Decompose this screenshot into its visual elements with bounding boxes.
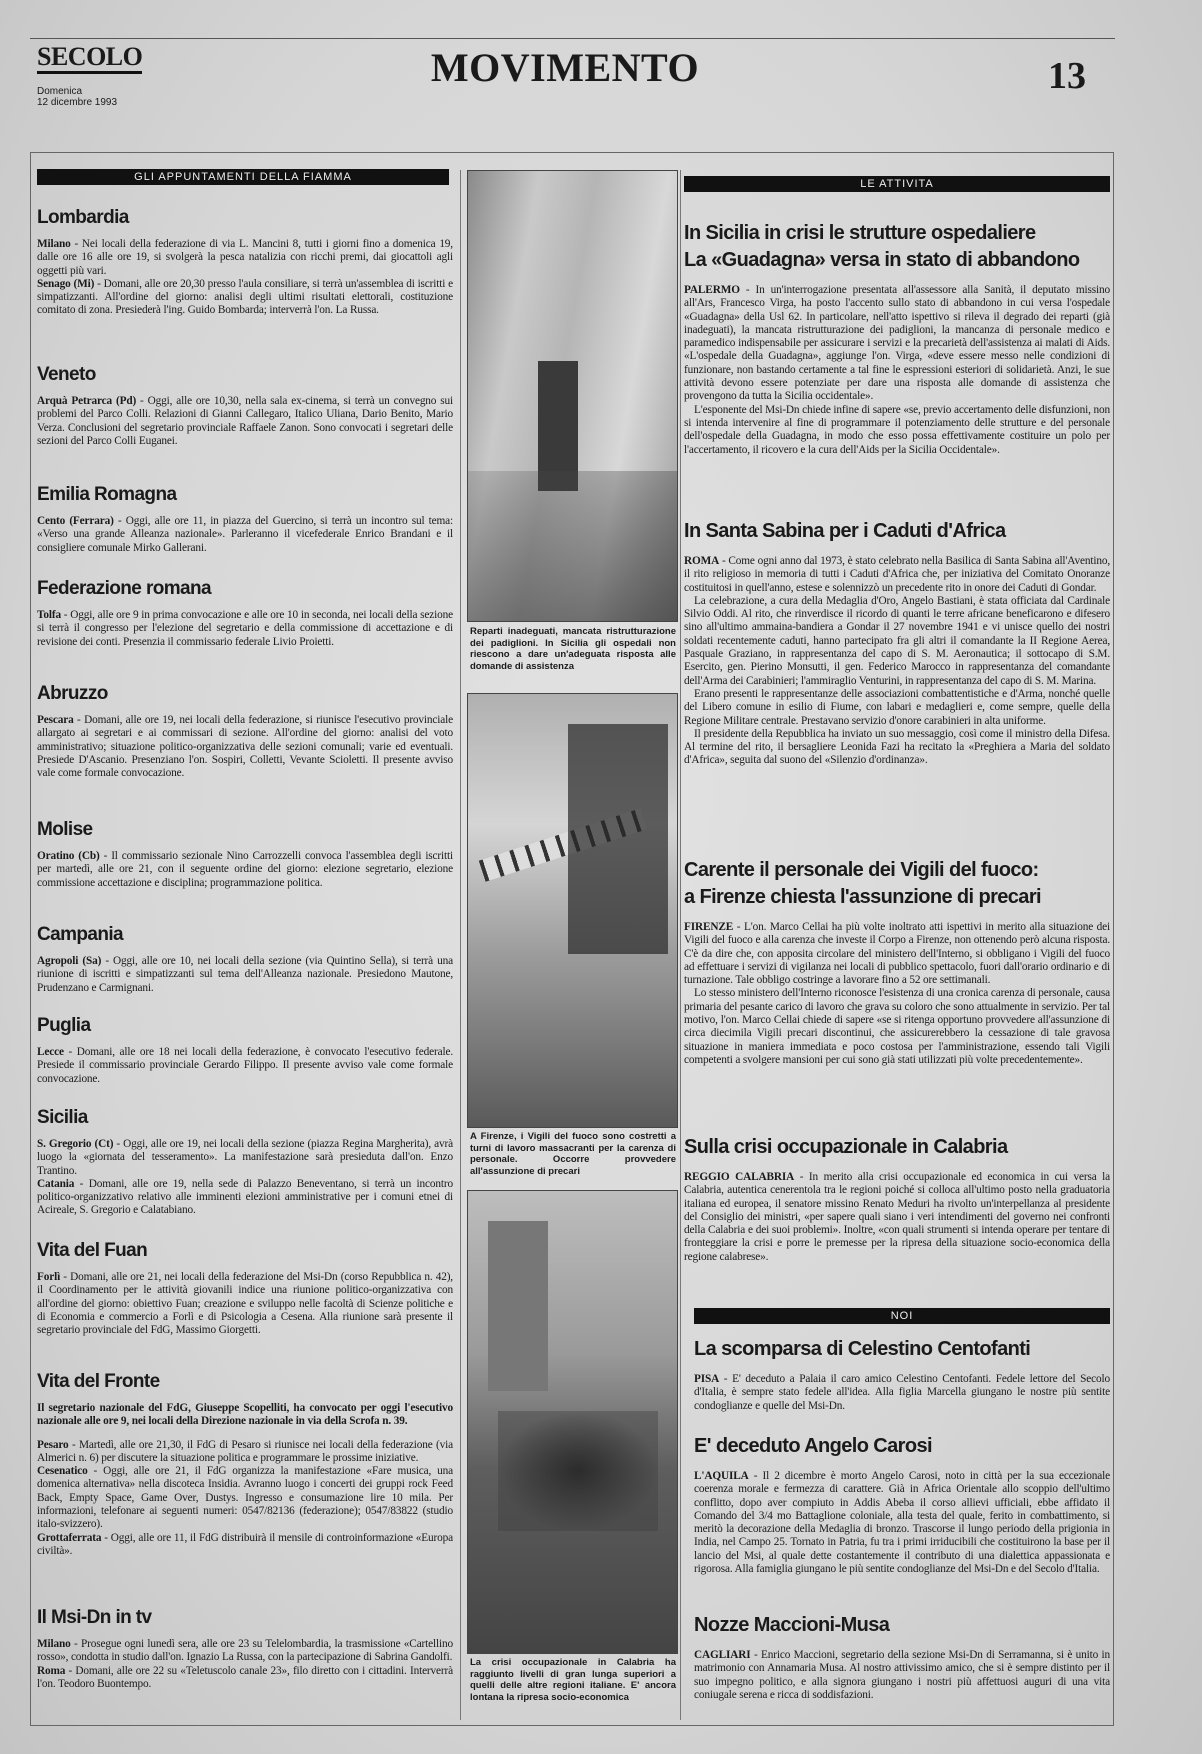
- listing-body: [37, 1138, 453, 1218]
- listing-place: Oratino (Cb): [37, 850, 100, 862]
- rubble-shape: [468, 471, 677, 621]
- article-paragraph: PALERMO - In un'interrogazione presentata all'assessore alla Sanità, il deputato missino all'Ars, Francesco Virga, ha posto l'accento sullo stato di abbandono in cui versa l'ospedale «Guadagna» della Usl 62. In particolare, nell'atto ispettivo si rileva il degrado dei reparti (già inadeguati), la mancata ristrutturazione dei padiglioni, la mancanza di personale medico e paramedico indispensabile per assicurare i servizi e la precarietà dell'assistenza ai malati di Aids. «L'ospedale della Guadagna», aggiunge l'on. Virga, «deve essere messo nelle condizioni di funzionare, non bastando certamente a tal fine le espressioni esteriori di solidarietà. Anzi, le sue attività devono essere potenziate per dare una risposta alle domande di assistenza che provengono da tutta la Sicilia occidentale».: [684, 284, 1110, 403]
- paragraph-text: L'esponente del Msi-Dn chiede infine di sapere «se, previo accertamento delle disfunzioni, non si intenda intervenire al fine di programmare il potenziamento delle strutture e del personale dell'ospedale della Guadagna, in modo che esso possa effettivamente costituire un polo per l'accertamento, il ricovero e la cura dell'Aids per la Sicilia Occidentale».: [684, 403, 1110, 456]
- listing-item: Agropoli (Sa) - Oggi, alle ore 10, nei locali della sezione (via Quintino Sella), si terrà una riunione di iscritti e simpatizzanti sul tema dell'Alleanza nazionale. Presiedono Mautone, Prudenzano e Carmignani.: [37, 955, 453, 994]
- photo-caption: La crisi occupazionale in Calabria ha raggiunto livelli di gran lunga superiori a quelli delle altre regioni italiane. E' ancora lontana la ripresa socio-economica: [470, 1657, 676, 1703]
- listing-item: Cesenatico - Oggi, alle ore 21, il FdG organizza la manifestazione «Fare musica, una domenica alternativa» nella discoteca Insidia. Avranno luogo i concerti dei gruppi rock Feed Back, Empty Space, Game Over, Dustys. Ingresso e consumazione lire 10 mila. Per informazioni, telefonare ai seguenti numeri: 0547/82136 (federazione); 0547/83822 (studio italo-svizzero).: [37, 1465, 454, 1531]
- listing-section: [37, 207, 453, 318]
- header-rule: [30, 38, 1115, 39]
- issue-date-text: 12 dicembre 1993: [37, 97, 118, 108]
- listing-section: [37, 364, 453, 448]
- listing-text: Nei locali della federazione di via L. Mancini 8, tutti i giorni fino a domenica 19, dalle ore 16 alle ore 19, si svolgerà la pesca natalizia con ricchi premi, dai giocattoli agli oggetti più vari.: [37, 238, 453, 277]
- listing-place: Agropoli (Sa): [37, 955, 102, 967]
- article-body: [684, 284, 1110, 457]
- listing-place: Grottaferrata: [37, 1531, 102, 1544]
- listing-item: Grottaferrata - Oggi, alle ore 11, il FdG distribuirà il mensile di controinformazione «Europa civiltà».: [37, 1531, 454, 1557]
- listing-body: [37, 1046, 453, 1086]
- listing-text: Domani, alle ore 22 su «Teletuscolo canale 23», filo diretto con i cittadini. Interverrà l'on. Teodoro Buontempo.: [37, 1664, 453, 1690]
- region-heading: Federazione romana: [37, 578, 211, 599]
- dateline: FIRENZE: [684, 921, 734, 933]
- listing-body: [37, 609, 453, 649]
- article-body: [684, 921, 1110, 1067]
- article-headline: [694, 1612, 1110, 1639]
- region-heading: Molise: [37, 819, 93, 840]
- listing-place: Cesenatico: [37, 1465, 88, 1478]
- calabria-photo: [467, 1190, 678, 1654]
- headline-line: Nozze Maccioni-Musa: [694, 1614, 890, 1636]
- paragraph-text: Il 2 dicembre è morto Angelo Carosi, noto in città per la sua eccezionale coerenza morale e fermezza di carattere. Già in Africa Orientale allo scoppio dell'ultimo conflitto, dopo aver compiuto in Addis Abeba il corso allievi ufficiali, ebbe affidato il Comando del 3/4 mo Battaglione coloniale, alla testa del quale, ferito in combattimento, si meritò la decorazione della Medaglia di bronzo. Trascorse il lungo periodo della prigionia in India, nel Campo 25. Tornato in Patria, fu tra i primi irriducibili che costituirono la base per il lancio del Msi, al quale dette costantemente il contributo di una dialettica appassionata e rigorosa. Alla famiglia giungano le più sentite condoglianze del Msi-Dn e del Secolo d'Italia.: [694, 1470, 1110, 1576]
- listing-place: Tolfa: [37, 609, 61, 621]
- listing-item: Tolfa - Oggi, alle ore 9 in prima convocazione e alle ore 10 in seconda, nei locali della sezione si terrà il congresso per l'elezione del segretario e della commissione di accettazione e di revisione dei conti. Presenzia il commissario federale Livio Proietti.: [37, 609, 453, 648]
- paragraph-text: La celebrazione, a cura della Medaglia d'Oro, Angelo Bastiani, è stata officiata dal Cardinale Silvio Oddi. Al rito, che rinverdisce il ricordo di quanti le terre africane beneficarono e difesero sino all'ultimo ammaina-bandiera a Gondar il 27 novembre 1941 e vi unisce quello dei nostri soldati recentemente caduti, hanno partecipato fra gli altri il comandante la II Regione Aerea, Pasquale Graziano, in rappresentanza del capo di S. M. Aeronautica; il sottocapo di S.M. Esercito, gen. Pierino Monsutti, il gen. Federico Marocco in rappresentanza del comandante dell'Arma dei Carabinieri; l'ammiraglio Venturini, in rappresentanza del capo di S. M. Marina.: [684, 594, 1110, 687]
- headline-line: La scomparsa di Celestino Centofanti: [694, 1338, 1031, 1360]
- headline-line: a Firenze chiesta l'assunzione di precari: [684, 886, 1041, 908]
- listing-text: Domani, alle ore 18 nei locali della federazione, è convocato l'esecutivo federale. Presiede il commissario provinciale Gerardo Filippo. Il presente avviso vale come formale convocazione.: [37, 1046, 453, 1085]
- listing-place: Milano: [37, 1638, 71, 1650]
- listing-item: Lecce - Domani, alle ore 18 nei locali della federazione, è convocato l'esecutivo federale. Presiede il commissario provinciale Gerardo Filippo. Il presente avviso vale come formale convocazione.: [37, 1046, 453, 1085]
- listing-place: S. Gregorio (Ct): [37, 1138, 114, 1150]
- article: [684, 857, 1110, 1067]
- listing-place: Milano: [37, 238, 71, 250]
- article-headline: [694, 1336, 1110, 1363]
- listing-text: Oggi, alle ore 19, nei locali della sezione (piazza Regina Margherita), avrà luogo la «giornata del tesseramento». La manifestazione sarà presieduta dall'on. Enzo Trantino.: [37, 1138, 453, 1177]
- paragraph-text: In merito alla crisi occupazionale ed economica in cui versa la Calabria, autentica cenerentola tra le regioni poiché si colloca all'ultimo posto nella graduatoria italiana ed europea, il senatore missino Renato Meduri ha rivolto un'interpellanza al presidente del Consiglio dei ministri, «per sapere quali siano i veri intendimenti del governo nei confronti della Calabria e dei suoi problemi». Inoltre, «con quali strumenti si intenda operare per tentare di fronteggiare la crisi e porre le premesse per la ripresa della situazione socio-economica della regione calabrese».: [684, 1171, 1110, 1263]
- listing-place: Lecce: [37, 1046, 64, 1058]
- listing-place: Forlì: [37, 1271, 61, 1283]
- firefighters-photo: [467, 693, 678, 1128]
- article: [694, 1433, 1110, 1576]
- article-body: [694, 1649, 1110, 1702]
- listing-place: Senago (Mi): [37, 277, 95, 290]
- article-paragraph: [684, 688, 1110, 728]
- article: [684, 1134, 1110, 1264]
- listing-body: [37, 395, 453, 448]
- listing-body: [37, 1638, 453, 1691]
- column-rule: [460, 170, 461, 1720]
- listing-section: [37, 1107, 453, 1218]
- page-number: 13: [1048, 55, 1086, 97]
- listing-text: Domani, alle ore 19, nei locali della federazione, si riunisce l'esecutivo provinciale allargato ai segretari e ai commissari di sezione. All'ordine del giorno: analisi del voto amministrativo; situazione politico-organizzativa delle sezioni comunali; varie ed eventuali. Presiede D'Ascanio. Presenziano l'on. Sospiri, Colletti, Vevante Scioletti. Il presente avviso vale come formale convocazione.: [37, 714, 453, 780]
- listing-section: [37, 1015, 453, 1086]
- region-heading: Vita del Fuan: [37, 1240, 148, 1261]
- listing-text: Oggi, alle ore 11, in piazza del Guercino, si terrà un incontro sul tema: «Verso una grande Alleanza nazionale». Parleranno il vicefederale Enrico Brandani e il consigliere comunale Mirko Gallerani.: [37, 515, 453, 554]
- people-shape: [498, 1411, 658, 1531]
- paragraph-text: E' deceduto a Palaia il caro amico Celestino Centofanti. Fedele lettore del Secolo d'Italia, è sempre stato fedele all'idea. Alla figlia Marcella giungano le nostre più sentite condoglianze e quelle del Msi-Dn.: [694, 1373, 1111, 1412]
- article-body: [694, 1373, 1110, 1413]
- dateline: REGGIO CALABRIA: [684, 1171, 795, 1183]
- region-heading: Sicilia: [37, 1107, 88, 1128]
- listing-text: Oggi, alle ore 11, il FdG distribuirà il mensile di controinformazione «Europa civiltà».: [37, 1531, 454, 1557]
- dateline: CAGLIARI: [694, 1649, 751, 1661]
- listing-section: [37, 683, 453, 780]
- article-headline: [684, 857, 1110, 911]
- listing-text: Domani, alle ore 21, nei locali della federazione del Msi-Dn (corso Repubblica n. 42), il Coordinamento per le attività giovanili indice una riunione politico-organizzativa con all'ordine del giorno: obiettivo Fuan; creazione e sviluppo nelle facoltà di Scienze politiche e di Economia e commercio a Forlì e di Psicologia a Cesena. Alla riunione sarà presente il segretario provinciale del FdG, Massimo Giorgetti.: [37, 1271, 453, 1337]
- listing-item: Oratino (Cb) - Il commissario sezionale Nino Carrozzelli convoca l'assemblea degli iscritti per martedì, alle ore 21, con il seguente ordine del giorno: elezione segretario, elezione commissione accettazione e disciplina; programmazione politica.: [37, 850, 453, 889]
- listing-text: Oggi, alle ore 10,30, nella sala ex-cinema, si terrà un convegno sui problemi del Parco Colli. Relazioni di Gianni Callegaro, Italico Uliana, Dario Benito, Mario Verza. Conclusioni del segretario provinciale Raffaele Zanon. Sono convocati i segretari delle sezioni del Parco Colli Euganei.: [37, 395, 454, 447]
- attivita-bar: LE ATTIVITA: [684, 176, 1110, 192]
- region-heading: Vita del Fronte: [37, 1371, 160, 1392]
- region-heading: Veneto: [37, 364, 96, 385]
- article-paragraph: L'AQUILA - Il 2 dicembre è morto Angelo Carosi, noto in città per la sua eccezionale coerenza morale e fermezza di carattere. Già in Africa Orientale allo scoppio dell'ultimo conflitto, dopo aver compiuto in Addis Abeba il corso allievi ufficiali, ebbe affidato il Comando del 3/4 mo Battaglione coloniale, alla testa del quale, ferito in combattimento, si meritò la decorazione della Medaglia di bronzo. Trascorse il lungo periodo della prigionia in India, nel Campo 25. Tornato in Patria, fu tra i primi irriducibili che costituirono la base per il lancio del Msi, al quale dette costantemente il contributo di una dialettica appassionata e rigorosa. Alla famiglia giungano le più sentite condoglianze del Msi-Dn e del Secolo d'Italia.: [694, 1470, 1110, 1576]
- article-paragraph: [684, 987, 1110, 1067]
- listing-body: [37, 238, 453, 318]
- listing-section: [37, 484, 453, 555]
- noi-bar: NOI: [694, 1308, 1110, 1324]
- article-body: [694, 1470, 1110, 1576]
- lead-paragraph: Il segretario nazionale del FdG, Giuseppe Scopelliti, ha convocato per oggi l'esecutivo nazionale alle ore 9, nei locali della Direzione nazionale in via della Scrofa n. 39.: [37, 1402, 453, 1428]
- listing-place: Roma: [37, 1664, 66, 1677]
- listing-place: Cento (Ferrara): [37, 515, 114, 527]
- column-rule: [680, 170, 681, 1720]
- listing-item: Milano - Prosegue ogni lunedì sera, alle ore 23 su Telelombardia, la trasmissione «Cartellino rosso», condotta in studio dall'on. Ignazio La Russa, con la partecipazione di Sabrina Gandolfi.: [37, 1638, 453, 1664]
- paragraph-text: In un'interrogazione presentata all'assessore alla Sanità, il deputato missino all'Ars, Francesco Virga, ha posto l'accento sullo stato di abbandono in cui versa l'ospedale «Guadagna» della Usl 62. In particolare, nell'atto ispettivo si rileva il degrado dei reparti (già inadeguati), la mancata ristrutturazione dei padiglioni, la mancanza di personale medico e paramedico indispensabile per assicurare i servizi e la precarietà dell'assistenza ai malati di Aids. «L'ospedale della Guadagna», aggiunge l'on. Virga, «deve essere messo nelle condizioni di funzionare, non bastando certamente a tal fine le espressioni esteriori di solidarietà. Anzi, le sue attività devono essere potenziate per dare una risposta alle domande di assistenza che provengono da tutta la Sicilia occidentale».: [684, 284, 1110, 403]
- article-paragraph: PISA - E' deceduto a Palaia il caro amico Celestino Centofanti. Fedele lettore del Secolo d'Italia, è sempre stato fedele all'idea. Alla figlia Marcella giungano le nostre più sentite condoglianze e quelle del Msi-Dn.: [694, 1373, 1111, 1412]
- dateline: ROMA: [684, 555, 720, 567]
- listing-body: [37, 714, 453, 780]
- dateline: PISA: [694, 1373, 720, 1385]
- listing-item: Forlì - Domani, alle ore 21, nei locali della federazione del Msi-Dn (corso Repubblica n. 42), il Coordinamento per le attività giovanili indice una riunione politico-organizzativa con all'ordine del giorno: obiettivo Fuan; creazione e sviluppo nelle facoltà di Scienze politiche e di Economia e commercio a Forlì e di Psicologia a Cesena. Alla riunione sarà presente il segretario provinciale del FdG, Massimo Giorgetti.: [37, 1271, 453, 1337]
- region-heading: Puglia: [37, 1015, 91, 1036]
- dateline: PALERMO: [684, 284, 740, 296]
- headline-line: In Santa Sabina per i Caduti d'Africa: [684, 520, 1006, 542]
- article: [694, 1612, 1110, 1702]
- article-paragraph: REGGIO CALABRIA - In merito alla crisi occupazionale ed economica in cui versa la Calabria, autentica cenerentola tra le regioni poiché si colloca all'ultimo posto nella graduatoria italiana ed europea, il senatore missino Renato Meduri ha rivolto un'interpellanza al presidente del Consiglio dei ministri, «per sapere quali siano i veri intendimenti del governo nei confronti della Calabria e dei suoi problemi». Inoltre, «con quali strumenti si intenda operare per tentare di fronteggiare la crisi e porre le premesse per la ripresa della situazione socio-economica della regione calabrese».: [684, 1171, 1110, 1263]
- region-heading: Lombardia: [37, 207, 129, 228]
- article-headline: [684, 220, 1110, 274]
- region-heading: Emilia Romagna: [37, 484, 177, 505]
- listing-text: Prosegue ogni lunedì sera, alle ore 23 su Telelombardia, la trasmissione «Cartellino rosso», condotta in studio dall'on. Ignazio La Russa, con la partecipazione di Sabrina Gandolfi.: [37, 1638, 453, 1664]
- listing-place: Arquà Petrarca (Pd): [37, 395, 137, 407]
- listing-body: [37, 955, 453, 995]
- paragraph-text: Erano presenti le rappresentanze delle associazioni combattentistiche e d'Arma, nonché quelle del Libero comune in esilio di Fiume, con labari e medaglieri e, come sempre, quelle della Regione Militare centrale. Prestavano servizio d'onore carabinieri in alta uniforme.: [684, 687, 1110, 727]
- article-headline: [694, 1433, 1110, 1460]
- listing-place: Pesaro: [37, 1438, 69, 1451]
- headline-line: E' deceduto Angelo Carosi: [694, 1435, 932, 1457]
- paragraph-text: Enrico Maccioni, segretario della sezione Msi-Dn di Serramanna, si è unito in matrimonio con Annamaria Musa. Al nostro attivissimo amico, che si è sempre distinto per il suo impegno politico, e alla signora giungano i nostri più affettuosi auguri di una vita coniugale serena e ricca di soddisfazioni.: [694, 1649, 1110, 1701]
- article-body: [684, 1171, 1110, 1264]
- listing-text: Martedì, alle ore 21,30, il FdG di Pesaro si riunisce nei locali della federazione (via Almerici n. 6) per discutere la situazione politica e programmare le prossime iniziative.: [37, 1438, 453, 1464]
- listing-item: Pescara - Domani, alle ore 19, nei locali della federazione, si riunisce l'esecutivo provinciale allargato ai segretari e ai commissari di sezione. All'ordine del giorno: analisi del voto amministrativo; situazione politico-organizzativa delle sezioni comunali; varie ed eventuali. Presiede D'Ascanio. Presenziano l'on. Sospiri, Colletti, Vevante Scioletti. Il presente avviso vale come formale convocazione.: [37, 714, 453, 780]
- listing-body: [37, 515, 453, 555]
- article-paragraph: [684, 595, 1110, 688]
- firefighter-shape: [568, 724, 668, 954]
- listing-body: [37, 850, 453, 890]
- listing-item: Cento (Ferrara) - Oggi, alle ore 11, in piazza del Guercino, si terrà un incontro sul tema: «Verso una grande Alleanza nazionale». Parleranno il vicefederale Enrico Brandani e il consigliere comunale Mirko Gallerani.: [37, 515, 453, 554]
- listing-section: [37, 819, 453, 890]
- headline-line: Carente il personale dei Vigili del fuoco:: [684, 859, 1039, 881]
- newspaper-logo: SECOLO: [37, 44, 142, 74]
- paragraph-text: Il presidente della Repubblica ha inviato un suo messaggio, così come il ministro della Difesa. Al termine del rito, il bersagliere Leonida Fazi ha recitato la «Preghiera a Maria del soldato d'Africa», seguita dal suono del «Silenzio d'ordinanza».: [684, 727, 1110, 767]
- article: [694, 1336, 1110, 1413]
- paragraph-text: Lo stesso ministero dell'Interno riconosce l'esistenza di una cronica carenza di personale, causa primaria del pesante carico di lavoro che grava su coloro che sono attualmente in servizio. Per tal motivo, l'on. Marco Cellai chiede di sapere «se si ritenga opportuno provvedere all'assunzione di circa diecimila Vigili precari discontinui, che assicurerebbero la cessazione di tale gravosa situazione in maniera immediata e poco costosa per l'amministrazione, essendo tali Vigili competenti a svolgere mansioni per cui sono già stati utilizzati più volte precedentemente».: [684, 987, 1110, 1066]
- hospital-photo: [467, 170, 678, 622]
- listing-text: Oggi, alle ore 9 in prima convocazione e alle ore 10 in seconda, nei locali della sezione si terrà il congresso per l'elezione del segretario e della commissione di accettazione e di revisione dei conti. Presenzia il commissario federale Livio Proietti.: [37, 609, 453, 648]
- listing-section: [37, 1371, 453, 1558]
- listing-item: Pesaro - Martedì, alle ore 21,30, il FdG di Pesaro si riunisce nei locali della federazione (via Almerici n. 6) per discutere la situazione politica e programmare le prossime iniziative.: [37, 1438, 453, 1464]
- listing-body: [37, 1271, 453, 1337]
- photo-caption: Reparti inadeguati, mancata ristrutturazione dei padiglioni. In Sicilia gli ospedali non riescono a dare un'adeguata risposta alle domande di assistenza: [470, 626, 676, 672]
- listing-body: [37, 1402, 453, 1558]
- headline-line: La «Guadagna» versa in stato di abbandono: [684, 249, 1080, 271]
- article-headline: [684, 518, 1110, 545]
- listing-section: [37, 1240, 453, 1337]
- article-paragraph: FIRENZE - L'on. Marco Cellai ha più volte inoltrato atti ispettivi in merito alla situazione dei Vigili del fuoco e alla carenza che investe il Corpo a Firenze, non ottenendo però alcuna risposta. C'è da dire che, con apposita circolare del ministero dell'Interno, si obbligano i Vigili del fuoco ad effettuare i servizi di vigilanza nei locali di pubblico spettacolo, fuori dall'orario ordinario e di turnazione. Tale obbligo costringe a lavorare fino a 52 ore settimanali.: [684, 921, 1111, 987]
- listing-item: Catania - Domani, alle ore 19, nella sede di Palazzo Beneventano, si terrà un incontro politico-organizzativo relativo alle imminenti elezioni amministrative per i comuni etnei di Acireale, S. Gregorio e Calatabiano.: [37, 1177, 453, 1217]
- listing-item: Arquà Petrarca (Pd) - Oggi, alle ore 10,30, nella sala ex-cinema, si terrà un convegno sui problemi del Parco Colli. Relazioni di Gianni Callegaro, Italico Uliana, Dario Benito, Mario Verza. Conclusioni del segretario provinciale Raffaele Zanon. Sono convocati i segretari delle sezioni del Parco Colli Euganei.: [37, 395, 454, 447]
- photo-caption: A Firenze, i Vigili del fuoco sono costretti a turni di lavoro massacranti per la carenza di personale. Occorre provvedere all'assunzione di precari: [470, 1131, 676, 1177]
- listing-section: [37, 924, 453, 995]
- article-paragraph: [684, 404, 1110, 457]
- listing-text: Oggi, alle ore 21, il FdG organizza la manifestazione «Fare musica, una domenica alternativa» nella discoteca Insidia. Avranno luogo i concerti dei gruppi rock Feed Back, Empty Space, Game Over, Dustys. Ingresso e consumazione lire 10 mila. Per informazioni, telefonare ai seguenti numeri: 0547/82136 (federazione); 0547/83822 (studio italo-svizzero).: [37, 1465, 454, 1531]
- listing-item: S. Gregorio (Ct) - Oggi, alle ore 19, nei locali della sezione (piazza Regina Margherita), avrà luogo la «giornata del tesseramento». La manifestazione sarà presieduta dall'on. Enzo Trantino.: [37, 1138, 453, 1177]
- dateline: L'AQUILA: [694, 1470, 749, 1482]
- region-heading: Campania: [37, 924, 124, 945]
- article-paragraph: ROMA - Come ogni anno dal 1973, è stato celebrato nella Basilica di Santa Sabina all'Aventino, il rito religioso in memoria di tutti i Caduti d'Africa che, per iniziativa del Comitato Onoranze costituitosi in quell'anno, estese e solennizzò un precedente rito in onore dei Caduti di Gondar.: [684, 555, 1110, 594]
- listing-item: Milano - Nei locali della federazione di via L. Mancini 8, tutti i giorni fino a domenica 19, dalle ore 16 alle ore 19, si svolgerà la pesca natalizia con ricchi premi, dai giocattoli agli oggetti più vari.: [37, 238, 453, 277]
- article-paragraph: CAGLIARI - Enrico Maccioni, segretario della sezione Msi-Dn di Serramanna, si è unito in matrimonio con Annamaria Musa. Al nostro attivissimo amico, che si è sempre distinto per il suo impegno politico, e alla signora giungano i nostri più affettuosi auguri di una vita coniugale serena e ricca di soddisfazioni.: [694, 1649, 1110, 1701]
- doorway-shape: [488, 1221, 548, 1391]
- listing-text: Domani, alle ore 19, nella sede di Palazzo Beneventano, si terrà un incontro politico-organizzativo relativo alle imminenti elezioni amministrative per i comuni etnei di Acireale, S. Gregorio e Calatabiano.: [37, 1177, 453, 1217]
- article-headline: [684, 1134, 1110, 1161]
- listing-item: Senago (Mi) - Domani, alle ore 20,30 presso l'aula consiliare, si terrà un'assemblea di iscritti e simpatizzanti. All'ordine del giorno: analisi degli ultimi risultati elettorali, costituzione comitato di zona. Presiederà l'ing. Guido Bombarda; interverrà l'on. La Russa.: [37, 277, 453, 317]
- headline-line: In Sicilia in crisi le strutture ospedaliere: [684, 222, 1036, 244]
- paragraph-text: L'on. Marco Cellai ha più volte inoltrato atti ispettivi in merito alla situazione dei Vigili del fuoco e alla carenza che investe il Corpo a Firenze, non ottenendo però alcuna risposta. C'è da dire che, con apposita circolare del ministero dell'Interno, si obbligano i Vigili del fuoco ad effettuare i servizi di vigilanza nei locali di pubblico spettacolo, fuori dall'orario ordinario e di turnazione. Tale obbligo costringe a lavorare fino a 52 ore settimanali.: [684, 921, 1111, 987]
- headline-line: Sulla crisi occupazionale in Calabria: [684, 1136, 1008, 1158]
- issue-day: Domenica: [37, 86, 83, 97]
- appuntamenti-bar: GLI APPUNTAMENTI DELLA FIAMMA: [37, 169, 449, 185]
- article: [684, 220, 1110, 457]
- listing-item: Roma - Domani, alle ore 22 su «Teletuscolo canale 23», filo diretto con i cittadini. Interverrà l'on. Teodoro Buontempo.: [37, 1664, 453, 1690]
- listing-text: Domani, alle ore 20,30 presso l'aula consiliare, si terrà un'assemblea di iscritti e simpatizzanti. All'ordine del giorno: analisi degli ultimi risultati elettorali, costituzione comitato di zona. Presiederà l'ing. Guido Bombarda; interverrà l'on. La Russa.: [37, 277, 453, 317]
- listing-place: Pescara: [37, 714, 74, 726]
- region-heading: Abruzzo: [37, 683, 108, 704]
- article: [684, 518, 1110, 768]
- article-paragraph: [684, 728, 1110, 768]
- listing-text: Il commissario sezionale Nino Carrozzelli convoca l'assemblea degli iscritti per martedì, alle ore 21, con il seguente ordine del giorno: elezione segretario, elezione commissione accettazione e disciplina; programmazione politica.: [37, 850, 453, 889]
- region-heading: Il Msi-Dn in tv: [37, 1607, 152, 1628]
- listing-section: [37, 1607, 453, 1691]
- listing-place: Catania: [37, 1177, 75, 1190]
- article-body: [684, 555, 1110, 768]
- section-title: MOVIMENTO: [430, 45, 700, 90]
- listing-section: [37, 578, 453, 649]
- listing-text: Oggi, alle ore 10, nei locali della sezione (via Quintino Sella), si terrà una riunione di iscritti e simpatizzanti sul tema dell'Alleanza nazionale. Presiedono Mautone, Prudenzano e Carmignani.: [37, 955, 453, 994]
- paragraph-text: Come ogni anno dal 1973, è stato celebrato nella Basilica di Santa Sabina all'Aventino, il rito religioso in memoria di tutti i Caduti d'Africa che, per iniziativa del Comitato Onoranze costituitosi in quell'anno, estese e solennizzò un precedente rito in onore dei Caduti di Gondar.: [684, 555, 1110, 594]
